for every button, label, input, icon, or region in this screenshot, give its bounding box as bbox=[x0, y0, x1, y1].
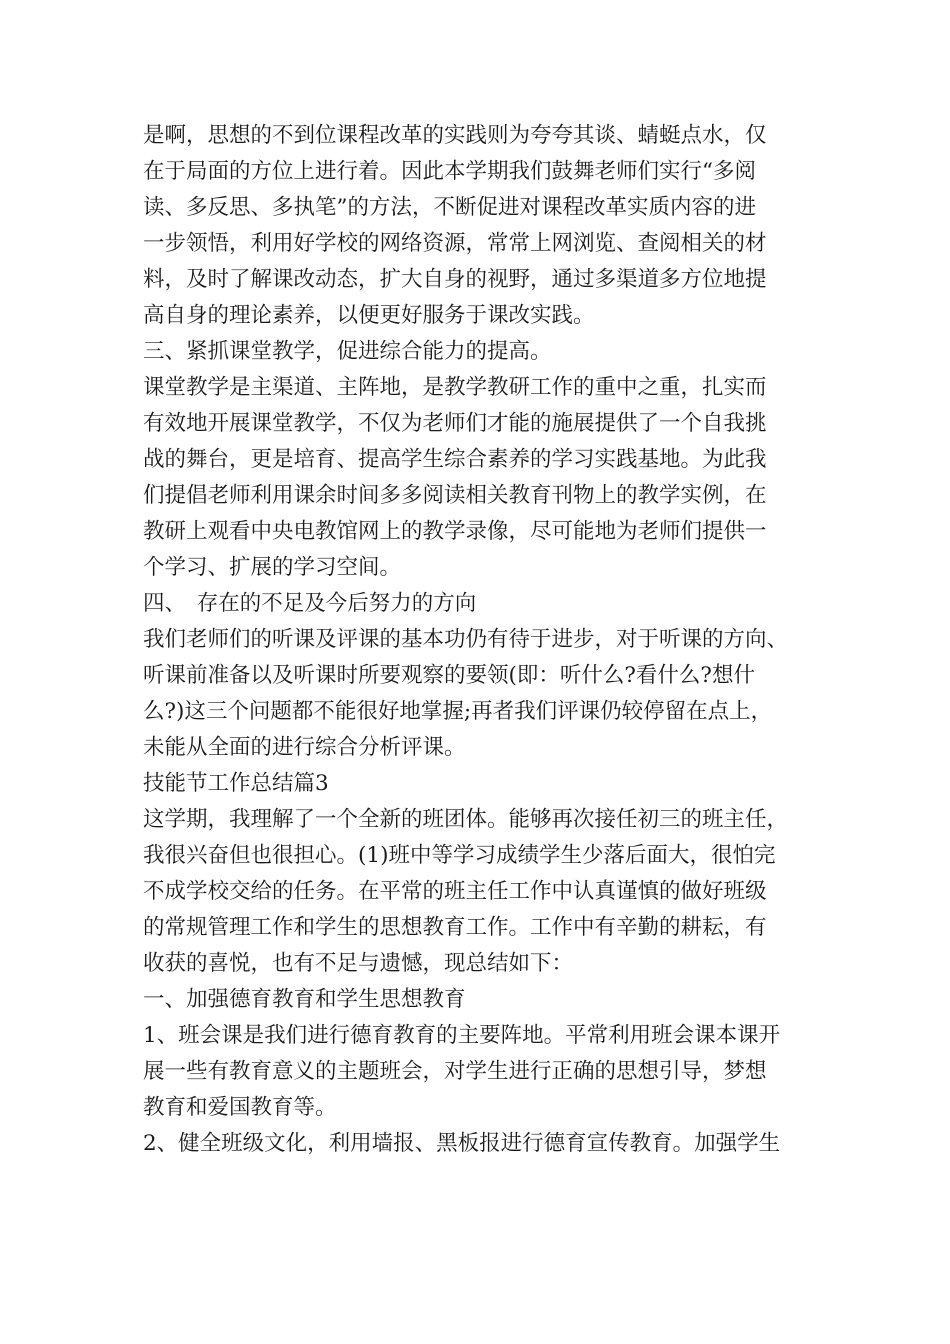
text-line: 个学习、扩展的学习空间。 bbox=[143, 555, 402, 580]
text-line: 有效地开展课堂教学，不仅为老师们才能的施展提供了一个自我挑 bbox=[143, 411, 767, 436]
text-line: 这学期，我理解了一个全新的班团体。能够再次接任初三的班主任， bbox=[143, 807, 789, 832]
text-line: 教研上观看中央电教馆网上的教学录像，尽可能地为老师们提供一 bbox=[143, 519, 767, 544]
text-line: 我很兴奋但也很担心。(1)班中等学习成绩学生少落后面大，很怕完 bbox=[143, 843, 776, 868]
text-line: 高自身的理论素养，以便更好服务于课改实践。 bbox=[143, 303, 595, 328]
text-line: 么?)这三个问题都不能很好地掌握;再者我们评课仍较停留在点上， bbox=[143, 699, 773, 724]
text-line: 一步领悟，利用好学校的网络资源，常常上网浏览、查阅相关的材 bbox=[143, 231, 767, 256]
section-heading: 一、加强德育教育和学生思想教育 bbox=[143, 987, 466, 1012]
text-line: 战的舞台，更是培育、提高学生综合素养的学习实践基地。为此我 bbox=[143, 447, 767, 472]
text-line: 课堂教学是主渠道、主阵地，是教学教研工作的重中之重，扎实而 bbox=[143, 375, 767, 400]
text-line: 是啊，思想的不到位课程改革的实践则为夸夸其谈、蜻蜓点水，仅 bbox=[143, 123, 767, 148]
text-line: 不成学校交给的任务。在平常的班主任工作中认真谨慎的做好班级 bbox=[143, 879, 767, 904]
text-line: 教育和爱国教育等。 bbox=[143, 1095, 337, 1120]
text-line: 读、多反思、多执笔”的方法，不断促进对课程改革实质内容的进 bbox=[143, 195, 756, 220]
text-line: 1、班会课是我们进行德育教育的主要阵地。平常利用班会课本课开 bbox=[143, 1023, 781, 1048]
text-line: 的常规管理工作和学生的思想教育工作。工作中有辛勤的耕耘，有 bbox=[143, 915, 767, 940]
text-line: 展一些有教育意义的主题班会，对学生进行正确的思想引导，梦想 bbox=[143, 1059, 767, 1084]
text-line: 我们老师们的听课及评课的基本功仍有待于进步，对于听课的方向、 bbox=[143, 627, 789, 652]
article-title: 技能节工作总结篇3 bbox=[143, 771, 329, 796]
section-heading: 四、 存在的不足及今后努力的方向 bbox=[143, 591, 477, 616]
text-line: 料，及时了解课改动态，扩大自身的视野，通过多渠道多方位地提 bbox=[143, 267, 767, 292]
text-line: 2、健全班级文化，利用墙报、黑板报进行德育宣传教育。加强学生 bbox=[143, 1131, 781, 1156]
text-line: 未能从全面的进行综合分析评课。 bbox=[143, 735, 466, 760]
text-line: 在于局面的方位上进行着。因此本学期我们鼓舞老师们实行“多阅 bbox=[143, 159, 756, 184]
text-line: 们提倡老师利用课余时间多多阅读相关教育刊物上的教学实例，在 bbox=[143, 483, 767, 508]
text-line: 收获的喜悦，也有不足与遗憾，现总结如下： bbox=[143, 951, 574, 976]
document-body bbox=[143, 118, 813, 1162]
text-line: 听课前准备以及听课时所要观察的要领(即：听什么?看什么?想什 bbox=[143, 663, 755, 688]
section-heading: 三、紧抓课堂教学，促进综合能力的提高。 bbox=[143, 339, 552, 364]
